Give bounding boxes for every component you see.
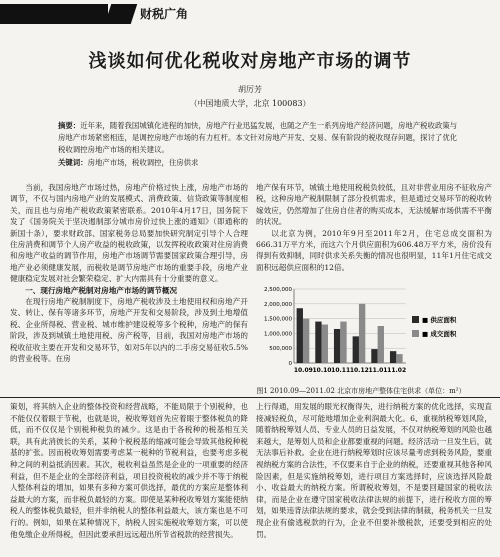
left-paragraph-1: 当前，我国房地产市场过热，房地产价格过快上涨，房地产市场的调节，不仅与国内房地产业的发展模式、消费政策、信贷政策等制度相关，而且也与房地产税收政策紧密联系。2010年4月17日，国务院下发了《国务院关于坚决遏制部分城市房价过快上涨的通知》（即通称的新国十条），要求财政部、国家税务总局要加快研究制定引导个人合理住房消费和调节个人房产收益的税收政策，以发挥税收政策对住房消费和房地产收益的调节作用，房地产市场调节需要国家政策合理引导，房地产业必须健康发展，而税收是调节房地产市场的重要手段，房地产业健康稳定发展对社会繁荣稳定、扩大内需具有十分重要的意义。 <box>10 183 248 284</box>
bar-deal <box>303 319 309 363</box>
x-tick-label: 11.02 <box>387 367 407 374</box>
bar-deal <box>359 304 365 363</box>
bar-supply <box>334 329 340 363</box>
keywords-label: 关键词： <box>58 158 88 167</box>
bar-deal <box>322 325 328 363</box>
bar-deal <box>378 326 384 363</box>
right-paragraph-1: 地产保有环节，城镇土地使用税税负较低，且对非营业用房不征收房产税，这种房地产税制限制了部分投机需求，但是通过交易环节的税收转嫁效应，仍然增加了住房自住者的购买成本，无法缓解市场供需不平衡的状况。 <box>256 183 492 227</box>
abstract-text: 近年来，随着我国城镇化进程的加快，房地产行业迅猛发展，也随之产生一系列房地产经济问题，房地产税收政策与房地产市场紧密相连，是调控房地产市场的有力杠杆。本文针对房地产开发、交易、保有阶段的税收现存问题，探讨了优化税收调控房地产市场的相关建议。 <box>58 121 458 154</box>
bottom-left-column: 策划，将其纳入企业的整体投资和经营战略，不能局限于个别税种，也不能仅仅着眼于节税，也就是说，税收筹划首先应着眼于整体税负的降低，而不仅仅是个别税种税负的减少。这是由于各税种的税基相互关联，具有此消彼长的关系，某种个税税基的缩减可能会导致其他税种税基的扩张。因而税收筹划需要考虑某一税种的节税利益，也要考虑多税种之间的利益抵消因素。其次，税收利益虽然是企业的一项重要的经济利益，但不是企业的全部经济利益，项目投资税收的减少并不等于纳税人整体利益的增加，如果有多种方案可供选择，最优的方案应是整体利益最大的方案，而非税负最轻的方案。即使是某种税收筹划方案能使纳税人的整体税负最轻，但并非纳税人的整体利益最大，该方案也是不可行的。例如，如果在某种情况下，纳税人因实施税收筹划方案，可以使他免缴企业所得税，但因此要承担远远超出所节省税款的经营损失。 <box>10 402 248 539</box>
bar-supply <box>390 351 396 363</box>
bar-supply <box>297 308 303 363</box>
bar-supply <box>353 336 359 363</box>
x-tick-label: 10.12 <box>349 367 369 374</box>
section-heading-1: 一、现行房地产税制对房地产市场的调节概况 <box>25 285 178 295</box>
bar-deal <box>340 322 346 363</box>
keywords <box>58 157 462 168</box>
keywords-text: 房地产市场，税收调控，住房供求 <box>87 158 199 167</box>
header-slash-mark <box>105 4 137 24</box>
bar-supply <box>315 322 321 363</box>
y-tick-label: 1,500,000 <box>264 316 292 323</box>
legend-label: ■ 成交面积 <box>422 330 457 338</box>
x-tick-label: 11.01 <box>368 367 388 374</box>
abstract <box>58 120 462 155</box>
chart-caption: 图1 2010.09—2011.02 北京市房地产整体住宅供求（单位：m²） <box>256 387 466 395</box>
legend-swatch <box>412 330 419 337</box>
left-paragraph-2: 在现行房地产税制制度下，房地产税收涉及土地使用权和房地产开发、转让、保有等诸多环节，房地产开发和交易阶段，涉及到土地增值税、企业所得税、营业税、城市维护建设税等多个税种，房地产的保有阶段，涉及到城镇土地使用税、房产税等，目前，我国对房地产市场的税收征收主要在开发和交易环节，如对5年以内的二手房交易征收5.5%的营业税等。在房 <box>10 297 248 364</box>
right-paragraph-2: 以北京为例，2010年9月至2011年2月，住宅总成交面积为666.31万平方米，而这六个月供应面积为606.48万平方米，房价没有得到有效抑制，同时供求关系失衡的情况也很明显，11年1月住宅成交面积远超供应面积的12倍。 <box>256 228 492 272</box>
x-tick-label: 10.09 <box>293 367 313 374</box>
bottom-right-column: 上行得通，用发展的眼光权衡得失，进行纳税方案的优化选择，实现直接减轻税负，尽可能地增加企业利润最大化。6、重视纳税筹划风险，随着纳税筹划人员、专业人员的日益发展，不仅对纳税筹划的风险也越来越大，是筹划人员和企业都要重视的问题。经济活动一旦发生后，就无法事后补救。企业在进行纳税筹划时应该尽量考虑到税务风险，要重视纳税方案的合法性，不仅要来自于企业的纳税，还要重视其他各种风险因素，但是实施纳税筹划，进行项目方案选择时，应该选择风险最小、收益最大的纳税方案。所谓税收筹划，不是要回避国家的税收法律，而是企业在遵守国家税收法律法规的前提下，进行税收方面的筹划，如果违背法律法规的要求，就会受到法律的制裁，税务机关一旦发现企业有偷逃税款的行为，企业不但要补缴税款，还要受到相应的处罚。 <box>256 402 492 539</box>
section-divider <box>0 397 500 398</box>
abstract-label: 摘要： <box>58 121 81 130</box>
article-title: 浅谈如何优化税收对房地产市场的调节 <box>88 51 412 72</box>
bar-supply <box>371 349 377 363</box>
legend-label: ■ 供应面积 <box>422 316 457 324</box>
column-name: 财税广角 <box>140 7 189 21</box>
x-tick-label: 10.10 <box>312 367 332 374</box>
bar-deal <box>396 354 402 363</box>
left-column <box>10 182 248 394</box>
right-column <box>256 182 492 282</box>
y-tick-label: 0 <box>288 361 292 367</box>
author-name: 胡厉芳 <box>238 85 262 94</box>
y-tick-label: 2,000,000 <box>264 301 292 308</box>
y-tick-label: 1,000,000 <box>264 331 292 338</box>
author-affiliation: （中国地质大学，北京 100083） <box>189 99 311 108</box>
y-tick-label: 500,000 <box>269 346 292 353</box>
y-tick-label: 2,500,000 <box>264 287 292 293</box>
column-header-bar <box>0 0 500 26</box>
supply-demand-bar-chart <box>256 283 464 379</box>
x-tick-label: 10.11 <box>331 367 351 374</box>
header-black-band <box>0 4 108 24</box>
legend-swatch <box>412 316 419 323</box>
